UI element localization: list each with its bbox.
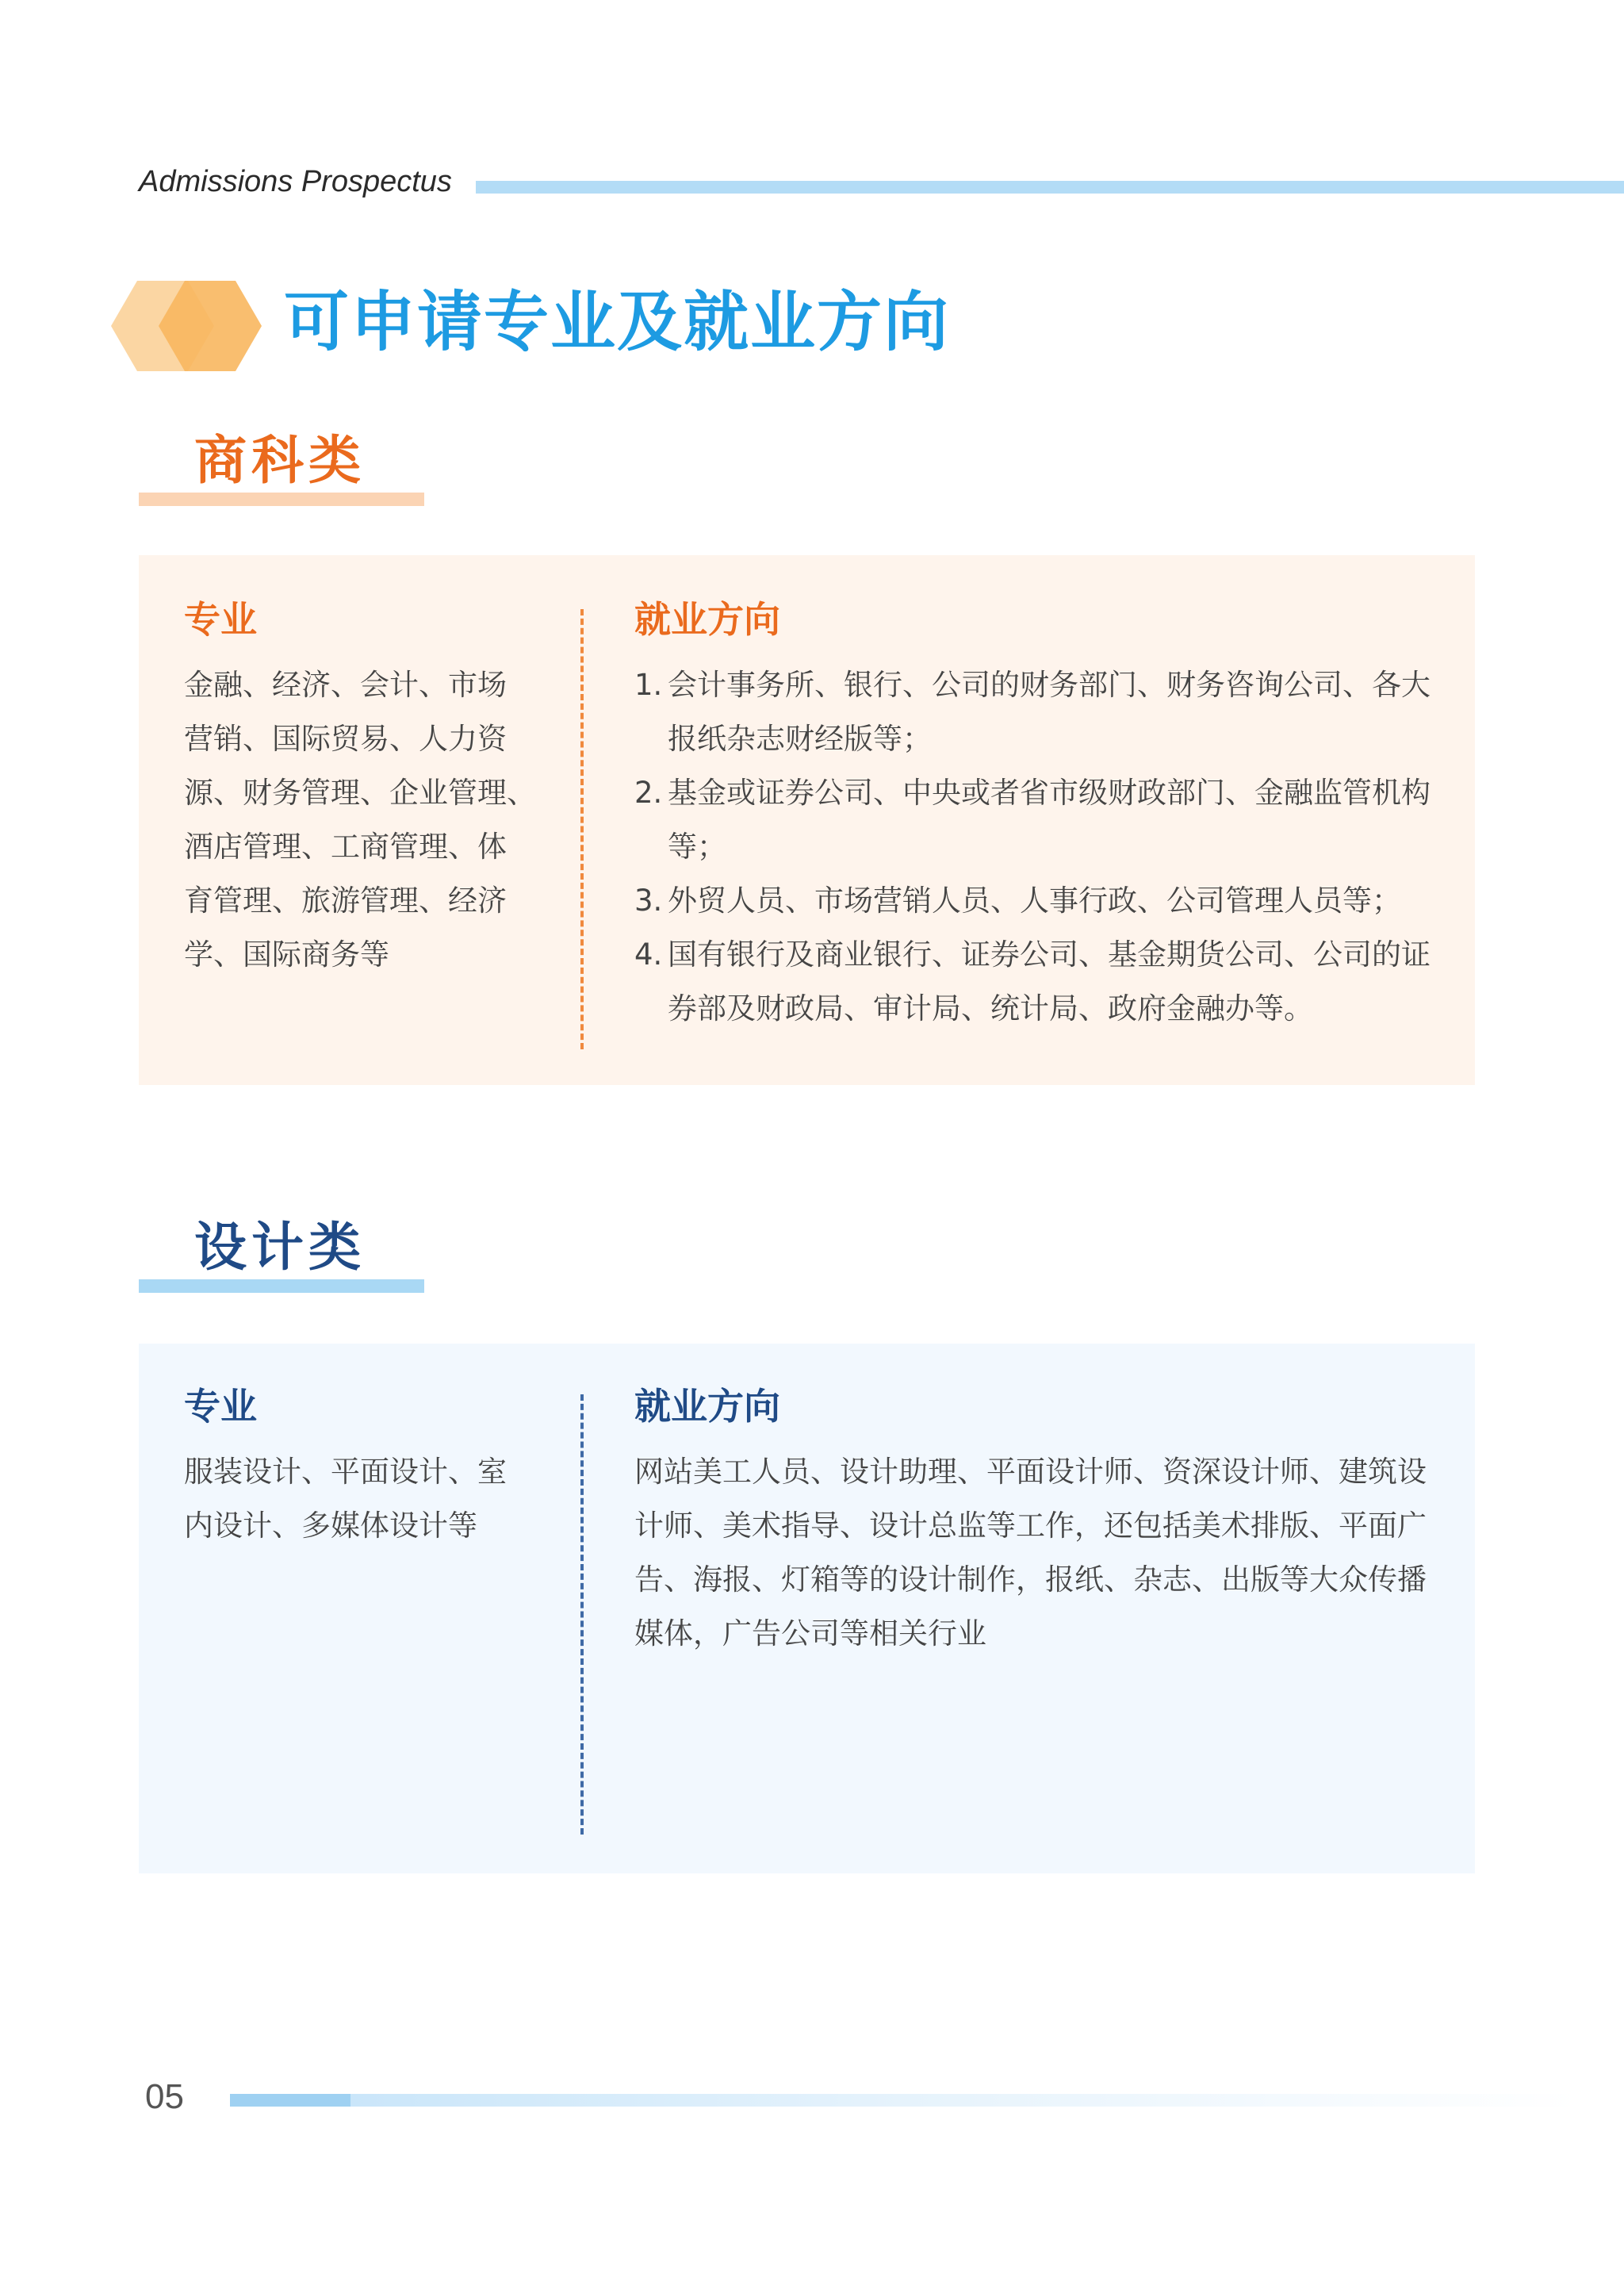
heading-underline (139, 1279, 424, 1293)
section-heading-text: 商科类 (194, 430, 366, 491)
major-list (184, 1445, 549, 1553)
major-line: 酒店管理、工商管理、体 (184, 830, 507, 864)
major-list (184, 658, 549, 982)
column-divider (580, 1394, 584, 1835)
header-bar (476, 181, 1624, 194)
major-line: 学、国际商务等 (184, 937, 389, 972)
page-number: 05 (145, 2077, 184, 2116)
page-title: 可申请专业及就业方向 (284, 285, 951, 360)
major-title: 专业 (184, 598, 257, 641)
major-title: 专业 (184, 1385, 257, 1428)
career-item (634, 874, 1443, 928)
major-line: 营销、国际贸易、人力资 (184, 722, 507, 756)
career-item-text: 外贸人员、市场营销人员、人事行政、公司管理人员等； (668, 884, 1401, 918)
hexagon-icon (111, 274, 262, 378)
footer-bar (230, 2094, 1578, 2107)
footer-bar-accent (230, 2094, 350, 2107)
career-title: 就业方向 (634, 1385, 780, 1428)
career-list (634, 658, 1443, 1036)
section-heading-business (139, 430, 424, 506)
career-item-number: 3. (634, 884, 663, 918)
major-line: 内设计、多媒体设计等 (184, 1509, 477, 1543)
career-item (634, 658, 1443, 766)
career-item-number: 4. (634, 937, 663, 972)
section-heading-text: 设计类 (194, 1217, 366, 1278)
major-line: 源、财务管理、企业管理、 (184, 776, 536, 810)
career-item (634, 928, 1443, 1036)
header-label: Admissions Prospectus (139, 165, 452, 198)
major-line: 金融、经济、会计、市场 (184, 668, 507, 702)
column-divider (580, 609, 584, 1049)
career-text: 网站美工人员、设计助理、平面设计师、资深设计师、建筑设计师、美术指导、设计总监等工作，还包括美术排版、平面广告、海报、灯箱等的设计制作，报纸、杂志、出版等大众传播媒体，广告公司等相关行业 (634, 1455, 1427, 1651)
section-heading-design (139, 1217, 424, 1293)
career-item-text: 基金或证券公司、中央或者省市级财政部门、金融监管机构等； (668, 776, 1431, 864)
career-item-text: 会计事务所、银行、公司的财务部门、财务咨询公司、各大报纸杂志财经版等； (668, 668, 1431, 756)
career-item (634, 766, 1443, 874)
major-line: 育管理、旅游管理、经济 (184, 884, 507, 918)
major-line: 服装设计、平面设计、室 (184, 1455, 507, 1489)
business-panel (139, 555, 1475, 1085)
career-item-text: 国有银行及商业银行、证券公司、基金期货公司、公司的证券部及财政局、审计局、统计局、政府金融办等。 (668, 937, 1431, 1026)
career-title: 就业方向 (634, 598, 780, 641)
career-item-number: 1. (634, 668, 663, 702)
design-panel (139, 1344, 1475, 1873)
heading-underline (139, 493, 424, 506)
career-item-number: 2. (634, 776, 663, 810)
